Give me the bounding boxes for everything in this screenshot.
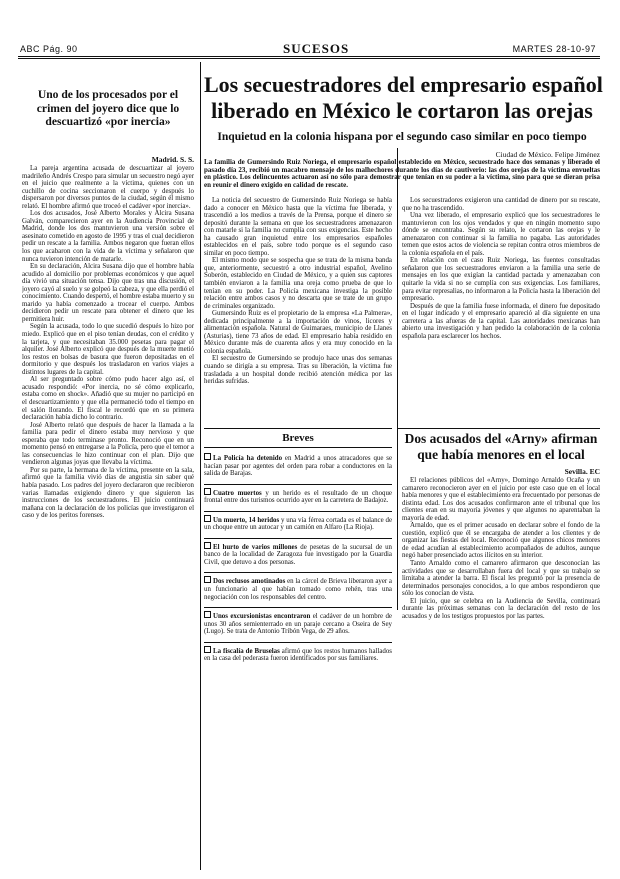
arny-headline: Dos acusados del «Arny» afirman que había menores en el local [404,431,598,462]
main-column-2 [402,197,600,420]
paragraph: El secuestro de Gumersindo se produjo hace unas dos semanas cuando se dirigía a su empresa. Tras su liberación, la víctima fue trasladada a un hospital donde recibió atención médica por las heridas sufridas. [204,355,392,386]
arny-top-rule [397,428,600,429]
paragraph: Los dos acusados, José Alberto Morales y Alcira Susana Galván, comparecieron ayer en la Audiencia Provincial de Madrid, donde los dos mantuvieron una versión sobre el asesinato cometido en agosto de 1995 y tras el cual decidieron pedir un rescate a la familia. Ambos negaron que fueran ellos los que acabaron con la vida de la víctima y señalaron que nunca tuvieron intención de matarle. [22,210,194,263]
header-rule-2 [18,58,600,59]
brief-item: Dos reclusos amotinados en la cárcel de Brieva liberaron ayer a un funcionario al que habían tomado como rehén, tras una negociación con los responsables del centro. [204,572,392,601]
brief-item: Un muerto, 14 heridos y una vía férrea cortada es el balance de un choque entre un autocar y un camión en Alfaro (La Rioja). [204,511,392,532]
page-header [18,39,600,57]
brief-item: Unos excursionistas encontraron el cadáver de un hombre de unos 30 años semienterrado en un paraje cercano a Oseira de Sey (Lugo). Se trata de Antonio Tribón Vega, de 29 años. [204,607,392,636]
arny-article-body [402,477,600,870]
lead-paragraph: La familia de Gumersindo Ruiz Noriega, el empresario español establecido en México, secuestrado hace dos semanas y liberado el pasado día 23, recibió un macabro mensaje de los malhechores durante los días de cautiverio: las dos orejas de la víctima envueltas en plástico. Los delincuentes actuaron así no sólo para demostrar que tenían en su poder a la víctima, sino para que se dieran prisa en reunir el dinero exigido en calidad de rescate. [204,159,600,189]
breves-title-rule [204,447,392,448]
paragraph: En su declaración, Alcira Susana dijo que el hombre había acudido al domicilio por problemas económicos y que aquel día vivió una situación tensa. Dijo que tras una discusión, el joyero cayó al suelo y se golpeó la cabeza, y que ella perdió el conocimiento. Cuando despertó, el hombre estaba muerto y su marido ya había comenzado a trocear el cuerpo. Ambos decidieron pedir un rescate para obtener el dinero que les permitiera huir. [22,263,194,323]
main-headline-line-1: Los secuestradores del empresario español [204,72,603,97]
paragraph: Arnaldo, que es el primer acusado en declarar sobre el fondo de la cuestión, explicó que él se encargaba de atender a los clientes y de organizar las fiestas del local. Reconoció que algunos chicos menores de edad acudían al establecimiento acompañados de adultos, aunque negó haber presenciado actos ilícitos en su interior. [402,522,600,560]
brief-item: Cuatro muertos y un herido es el resultado de un choque frontal entre dos turismos ocurrido ayer en la carretera de Badajoz. [204,484,392,505]
left-article-body [22,165,194,865]
paragraph: El mismo modo que se sospecha que se trata de la misma banda que, anteriormente, secuestró a otro industrial español, Avelino Soberón, establecido en Ciudad de México, y a quien sus captores también enviaron a la familia una oreja como prueba de que lo tenían en su poder. La Policía mexicana investiga la posible relación entre ambos casos y no descarta que se trate de un grupo de criminales organizado. [204,257,392,310]
breves-top-rule [204,428,392,429]
column-divider-left [200,62,201,870]
page-date: MARTES 28-10-97 [512,44,596,54]
paragraph: José Alberto relató que después de hacer la llamada a la familia para pedir el dinero estaba muy nervioso y que esperaba que todo terminase pronto. Reconoció que en un momento pensó en entregarse a la Policía, pero que el temor a las consecuencias le hizo continuar con el plan. Dijo que vendieron algunas joyas que llevaba la víctima. [22,421,194,467]
paragraph: Gumersindo Ruiz es el propietario de la empresa «La Palmera», dedicada principalmente a la importación de vinos, licores y alimentación española. Natural de Guimaraes, municipio de Llanes (Asturias), tiene 73 años de edad. El empresario había residido en México durante más de cuarenta años y era muy conocido en la colonia española. [204,310,392,355]
header-rule [18,56,600,57]
paragraph: La noticia del secuestro de Gumersindo Ruiz Noriega se había dado a conocer en México hasta que la víctima fue liberada, y trascendió a los medios a través de la Prensa, porque el dinero se depositó durante la semana en que los secuestradores amenazaron con matarle si la familia no cumplía con sus exigencias. Este hecho ha causado gran inquietud entre los empresarios españoles establecidos en el país, sobre todo porque es el segundo caso similar en poco tiempo. [204,197,392,257]
page-number: ABC Pág. 90 [20,44,78,54]
paragraph: Al ser preguntado sobre cómo pudo hacer algo así, el acusado respondió: «Por inercia, no sé cómo explicarlo, estaba como en shock». Añadió que su mujer no participó en el descuartizamiento y que ella permaneció todo el tiempo en el salón llorando. El fiscal le recordó que en su primera declaración había dicho lo contrario. [22,376,194,422]
paragraph: Los secuestradores exigieron una cantidad de dinero por su rescate, que no ha trascendido. [402,197,600,212]
section-title: SUCESOS [283,41,350,56]
paragraph: La pareja argentina acusada de descuartizar al joyero madrileño Andrés Crespo para simular un secuestro negó ayer en el juicio que realmente a la víctima, quienes con un cuchillo de cocina seccionaron el cuerpo y después lo dispersaron por diversos puntos de la ciudad, según él mismo relató. El hombre afirmó que troceó el cadáver «por inercia». [22,165,194,210]
paragraph: Según la acusada, todo lo que sucedió después lo hizo por miedo. Explicó que en el piso tenían deudas, con el crédito y la tarjeta, y que necesitaban 35.000 pesetas para pagar el alquiler. José Alberto explicó que después de la muerte metió los restos en bolsas de basura que fueron depositadas en el dormitorio y que después los trasladaron en varios viajes a distintos lugares de la capital. [22,323,194,376]
main-subheadline: Inquietud en la colonia hispana por el segundo caso similar en poco tiempo [217,130,587,143]
left-byline: Madrid. S. S. [151,155,194,164]
arny-byline: Sevilla. EC [564,467,600,476]
main-headline-line-2: liberado en México le cortaron las orejas [211,98,593,123]
main-byline: Ciudad de México. Felipe Jiménez [495,150,600,159]
paragraph: Por su parte, la hermana de la víctima, presente en la sala, afirmó que la familia vivió días de angustia sin saber qué había pasado. Los padres del joyero declararon que recibieron varias llamadas exigiendo dinero y que siguieron las instrucciones de los secuestradores. El juicio continuará mañana con la declaración de los policías que investigaron el caso y de los peritos forenses. [22,466,194,520]
main-column-1 [204,197,392,419]
main-lead [204,159,600,197]
left-headline: Uno de los procesados por el crimen del joyero dice que lo descuartizó «por inercia» [36,88,180,129]
paragraph: El juicio, que se celebra en la Audiencia de Sevilla, continuará durante las próximas semanas con la declaración del resto de los acusados y de los testigos propuestos por las partes. [402,597,600,620]
breves-title: Breves [282,432,314,444]
breves-list [204,450,392,870]
column-divider-right [397,148,398,610]
paragraph: Tanto Arnaldo como el camarero afirmaron que desconocían las actividades que se desarrollaban fuera del local y que su trabajo se limitaba a atender la barra. El fiscal les preguntó por la presencia de determinados personajes conocidos, a lo que ambos respondieron que sólo los conocían de vista. [402,560,600,598]
brief-item: La fiscalía de Bruselas afirmó que los restos humanos hallados en la casa del pederasta fueron identificados por sus familiares. [204,642,392,663]
paragraph: Después de que la familia fuese informada, el dinero fue depositado en el lugar indicado y el empresario apareció al día siguiente en una carretera a las afueras de la capital. Las autoridades mexicanas han abierto una investigación y han pedido la colaboración de la colonia española para esclarecer los hechos. [402,302,600,340]
brief-item: El hurto de varios millones de pesetas de la sucursal de un banco de la localidad de Zaragoza fue investigado por la Guardia Civil, que detuvo a dos personas. [204,538,392,567]
paragraph: Una vez liberado, el empresario explicó que los secuestradores le mantuvieron con los ojos vendados y que en ningún momento supo dónde se encontraba. Según su relato, le cortaron las orejas y le amenazaron con continuar si la familia no pagaba. Las autoridades temen que estos actos de violencia se repitan contra otros miembros de la colonia española en el país. [402,212,600,257]
brief-item: La Policía ha detenido en Madrid a unos atracadores que se hacían pasar por agentes del orden para robar a conductores en la salida de Barajas. [204,455,392,478]
paragraph: En relación con el caso Ruiz Noriega, las fuentes consultadas señalaron que los secuestradores enviaron a la familia una serie de mensajes en los que exigían la cantidad pactada y amenazaban con quitarle la vida si no se cumplía con sus exigencias. Los familiares, para evitar represalias, no informaron a la Policía hasta la liberación del empresario. [402,257,600,303]
paragraph: El relaciones públicos del «Arny», Domingo Arnaldo Ocaña y un camarero reconocieron ayer en el juicio por este caso que en el local había menores y que el establecimiento era frecuentado por personas de distinta edad. Los dos acusados confirmaron ante el tribunal que los clientes eran en su mayoría jóvenes y que algunos no aparentaban la mayoría de edad. [402,477,600,522]
